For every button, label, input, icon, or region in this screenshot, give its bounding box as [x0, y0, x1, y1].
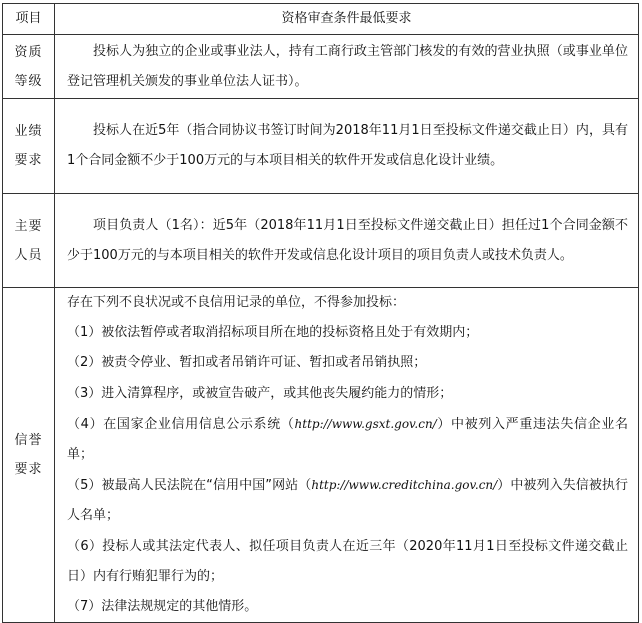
row-label-line: 要求: [14, 462, 43, 478]
row-content-qualification: [55, 35, 639, 99]
header-requirement: 资格审查条件最低要求: [55, 4, 639, 35]
credit-condition-4: [67, 409, 628, 470]
row-content-credit: [55, 288, 639, 623]
credit-condition: （1）被依法暂停或者取消招标项目所在地的投标资格且处于有效期内；: [67, 325, 479, 341]
condition-text: （4）在国家企业信用信息公示系统（: [67, 416, 295, 432]
row-label-personnel: [3, 194, 55, 288]
condition-text: ）中被列入失信被执行人名单；: [67, 478, 628, 524]
row-label-line: 人员: [14, 247, 43, 263]
personnel-text: 项目负责人（1名）：近5年（2018年11月1日至投标文件递交截止日）担任过1个合同金额不少于100万元的与本项目相关的软件开发或信息化设计项目的项目负责人或技术负责人。: [67, 217, 628, 263]
row-label-line: 业绩: [14, 124, 43, 139]
credit-condition: （3）进入清算程序，或被宣告破产，或其他丧失履约能力的情形；: [67, 385, 453, 401]
condition-text: （5）被最高人民法院在“信用中国”网站（: [67, 478, 312, 494]
table-header-row: [3, 4, 639, 35]
row-label-qualification: [3, 35, 55, 99]
header-item: 项目: [3, 4, 55, 35]
table-row-personnel: [3, 194, 639, 288]
table-row-performance: [3, 99, 639, 194]
row-content-personnel: [55, 194, 639, 288]
row-label-line: 等级: [14, 73, 43, 89]
qualification-text: 投标人为独立的企业或事业法人，持有工商行政主管部门核发的有效的营业执照（或事业单位登记管理机关颁发的事业单位法人证书）。: [67, 43, 628, 89]
credit-intro: 存在下列不良状况或不良信用记录的单位，不得参加投标：: [67, 295, 406, 310]
row-label-credit: [3, 288, 55, 623]
performance-text: 投标人在近5年（指合同协议书签订时间为2018年11月1日至投标文件递交截止日）内，具有1个合同金额不少于100万元的与本项目相关的软件开发或信息化设计业绩。: [67, 123, 628, 168]
table-row-credit: [3, 288, 639, 623]
credit-condition-6: （6）投标人或其法定代表人、拟任项目负责人在近三年（2020年11月1日至投标文件递交截止日）内有行贿犯罪行为的；: [67, 538, 628, 584]
condition-text: ）中被列入严重违法失信企业名单；: [67, 416, 628, 463]
row-label-line: 信誉: [14, 433, 43, 449]
gsxt-url-text: http://www.gsxt.gov.cn/: [294, 416, 437, 431]
row-label-performance: [3, 99, 55, 194]
creditchina-url-text: http://www.creditchina.gov.cn/: [311, 478, 498, 493]
row-label-line: 主要: [14, 218, 43, 234]
row-content-performance: [55, 99, 639, 194]
qualification-table: [2, 3, 639, 623]
table-row-qualification: [3, 35, 639, 99]
row-label-line: 要求: [14, 153, 43, 168]
credit-condition-7: （7）法律法规规定的其他情形。: [67, 599, 258, 615]
credit-condition-5: [67, 470, 628, 531]
row-label-line: 资质: [14, 44, 43, 60]
credit-condition: （2）被责令停业、暂扣或者吊销许可证、暂扣或者吊销执照；: [67, 355, 427, 371]
